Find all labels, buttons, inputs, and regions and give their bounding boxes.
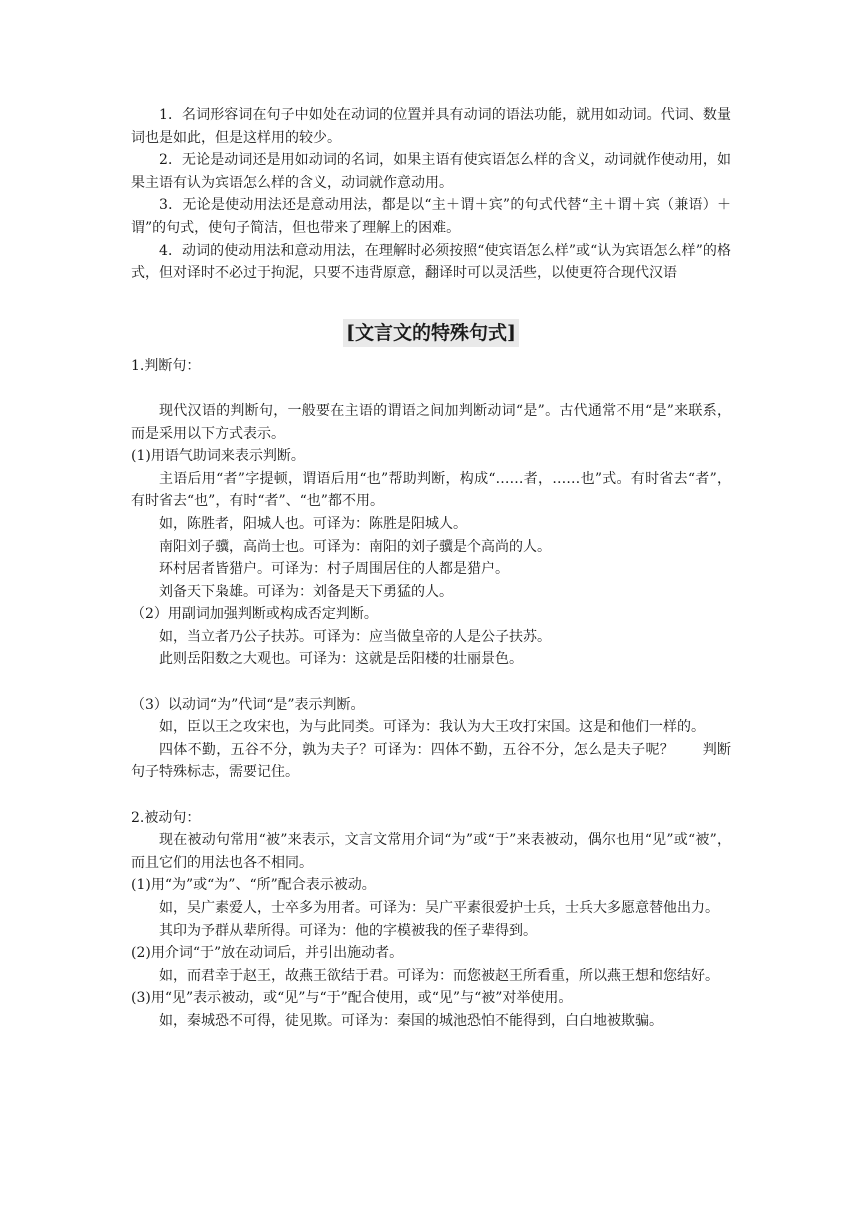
- judgment-sub1-example: 如，陈胜者，阳城人也。可译为：陈胜是阳城人。: [159, 515, 467, 532]
- judgment-sub2-example: 如，当立者乃公子扶苏。可译为：应当做皇帝的人是公子扶苏。: [159, 628, 551, 645]
- section-title-wrap: [131, 319, 731, 347]
- intro-paragraph-4: 4．动词的使动用法和意动用法，在理解时必须按照“使宾语怎么样”或“认为宾语怎么样”的格式，但对译时不必过于拘泥，只要不违背原意，翻译时可以灵活些，以使更符合现代汉语: [131, 242, 731, 282]
- judgment-heading: 1.判断句：: [131, 357, 201, 374]
- judgment-sub2-example: 此则岳阳数之大观也。可译为：这就是岳阳楼的壮丽景色。: [159, 651, 523, 668]
- judgment-intro: 现代汉语的判断句，一般要在主语的谓语之间加判断动词“是”。古代通常不用“是”来联系，而是采用以下方式表示。: [131, 402, 731, 442]
- passive-intro: 现在被动句常用“被”来表示，文言文常用介词“为”或“于”来表被动，偶尔也用“见”或“被”，而且它们的用法也各不相同。: [131, 832, 731, 871]
- intro-paragraph-1: 1．名词形容词在句子中如处在动词的位置并具有动词的语法功能，就用如动词。代词、数量词也是如此，但是这样用的较少。: [131, 107, 731, 146]
- passive-sub3-heading: (3)用“见”表示被动，或“见”与“于”配合使用，或“见”与“被”对举使用。: [131, 990, 573, 1007]
- judgment-sub1-example: 环村居者皆猎户。可译为：村子周围居住的人都是猎户。: [159, 561, 509, 578]
- passive-sub1-example: 其印为予群从辈所得。可译为：他的字模被我的侄子辈得到。: [159, 922, 537, 939]
- judgment-sub1-desc: 主语后用“者”字提顿，谓语后用“也”帮助判断，构成“……者，……也”式。有时省去“者”，有时省去“也”，有时“者”、“也”都不用。: [131, 470, 731, 510]
- judgment-sub1-example: 刘备天下枭雄。可译为：刘备是天下勇猛的人。: [159, 583, 453, 600]
- intro-paragraph-3: 3．无论是使动用法还是意动用法，都是以“主＋谓＋宾”的句式代替“主＋谓＋宾（兼语）＋谓”的句式，使句子简洁，但也带来了理解上的困难。: [131, 197, 731, 236]
- passive-heading: 2.被动句：: [131, 809, 201, 826]
- judgment-sub3-heading: （3）以动词“为”代词“是”表示判断。: [131, 696, 365, 713]
- passive-sub1-heading: (1)用“为”或“为”、“所”配合表示被动。: [131, 877, 376, 894]
- passive-sub2-heading: (2)用介词“于”放在动词后，并引出施动者。: [131, 945, 404, 962]
- judgment-sub1-example: 南阳刘子骥，高尚士也。可译为：南阳的刘子骥是个高尚的人。: [159, 538, 551, 555]
- section-title: [文言文的特殊句式]: [343, 319, 519, 347]
- document-body: [131, 104, 731, 1033]
- judgment-sub1-heading: (1)用语气助词来表示判断。: [131, 448, 305, 465]
- passive-sub3-example: 如，秦城恐不可得，徒见欺。可译为：秦国的城池恐怕不能得到，白白地被欺骗。: [159, 1012, 663, 1029]
- judgment-sub3-example: 四体不勤，五谷不分，孰为夫子？可译为：四体不勤，五谷不分，怎么是夫子呢？ 判断句子特殊标志，需要记住。: [131, 741, 731, 781]
- passive-sub1-example: 如，吴广素爱人，士卒多为用者。可译为：吴广平素很爱护士兵，士兵大多愿意替他出力。: [159, 900, 719, 916]
- judgment-sub2-heading: （2）用副词加强判断或构成否定判断。: [131, 606, 378, 623]
- judgment-sub3-example: 如，臣以王之攻宋也，为与此同类。可译为：我认为大王攻打宋国。这是和他们一样的。: [159, 719, 705, 736]
- passive-sub2-example: 如，而君幸于赵王，故燕王欲结于君。可译为：而您被赵王所看重，所以燕王想和您结好。: [159, 967, 719, 984]
- intro-paragraph-2: 2．无论是动词还是用如动词的名词，如果主语有使宾语怎么样的含义，动词就作使动用，如果主语有认为宾语怎么样的含义，动词就作意动用。: [131, 152, 731, 191]
